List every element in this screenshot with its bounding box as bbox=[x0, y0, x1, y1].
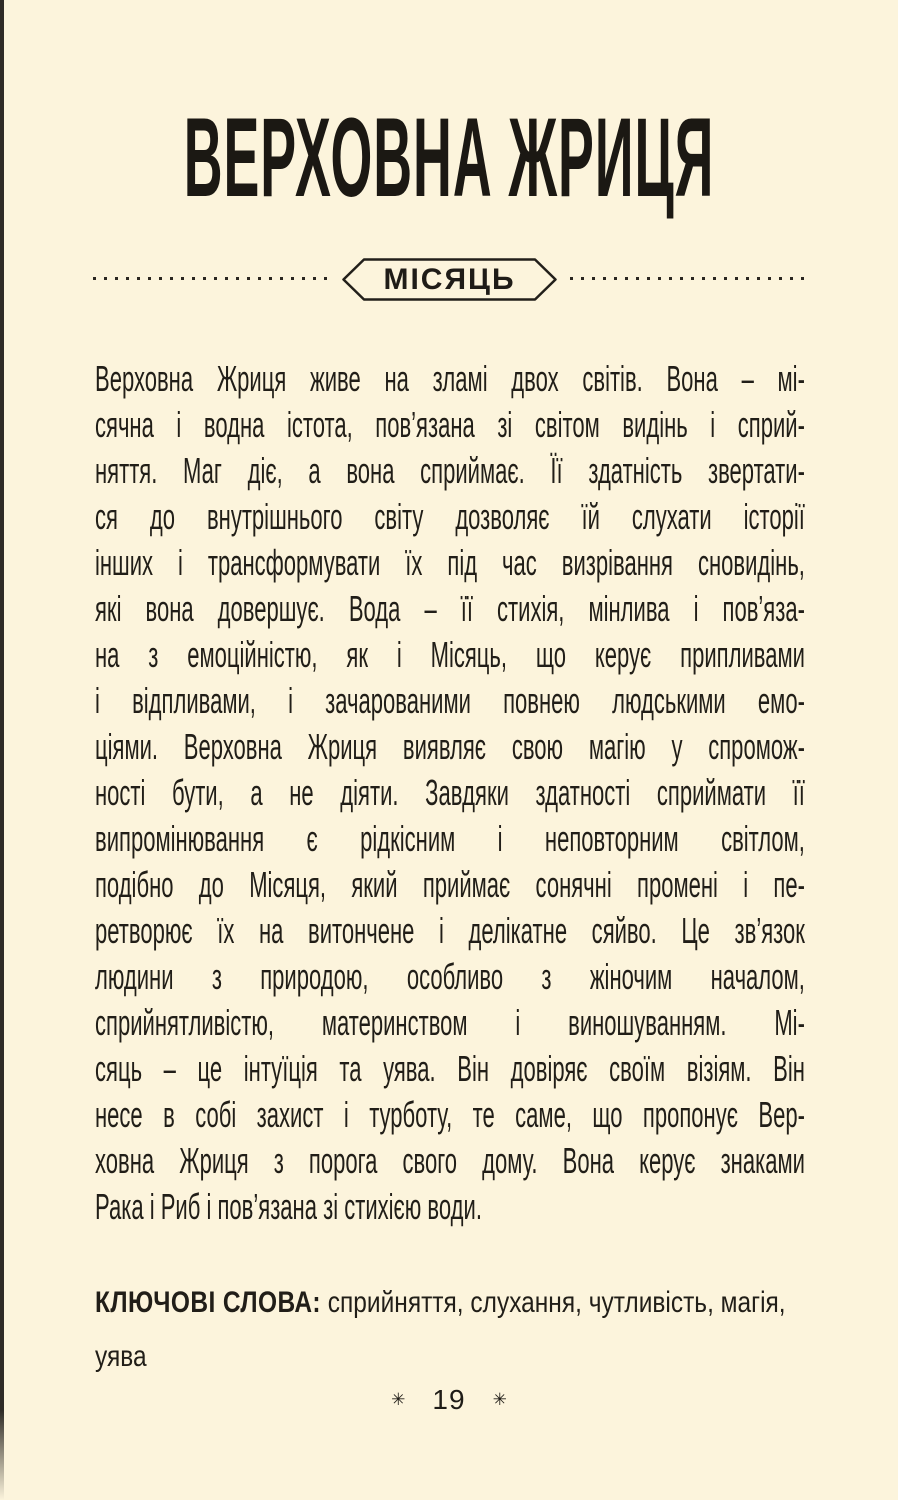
body-line: сприйнятливістю, материнством і виношуванням. Мі- bbox=[95, 1002, 805, 1043]
body-line: ціями. Верховна Жриця виявляє свою магію у спромож- bbox=[95, 726, 805, 767]
body-line: ності бути, а не діяти. Завдяки здатності сприймати її bbox=[95, 772, 805, 813]
keywords-text: сприйняття, слухання, чутливість, магія, уява bbox=[95, 1286, 786, 1373]
body-line: сячна і водна істота, пов’язана зі світом видінь і сприй- bbox=[95, 404, 805, 445]
keywords-label: КЛЮЧОВІ СЛОВА: bbox=[95, 1286, 321, 1319]
body-line: інших і трансформувати їх під час визрівання сновидінь, bbox=[95, 542, 805, 583]
body-line: випромінювання є рідкісним і неповторним світлом, bbox=[95, 818, 805, 859]
subtitle-badge-label: МІСЯЦЬ bbox=[383, 263, 516, 296]
dotted-rule-left bbox=[93, 277, 330, 280]
body-line: Рака і Риб і пов’язана зі стихією води. bbox=[95, 1186, 482, 1227]
body-line: сяць – це інтуїція та уява. Він довіряє своїм візіям. Він bbox=[95, 1048, 805, 1089]
body-line: ретворює їх на витончене і делікатне сяйво. Це зв’язок bbox=[95, 910, 805, 951]
body-line: несе в собі захист і турботу, те саме, що пропонує Вер- bbox=[95, 1094, 805, 1135]
dotted-rule-right bbox=[570, 277, 807, 280]
page-footer bbox=[0, 1384, 898, 1416]
subtitle-badge bbox=[342, 258, 557, 301]
body-text bbox=[95, 356, 805, 1230]
body-line: і відпливами, і зачарованими повнею людськими емо- bbox=[95, 680, 805, 721]
body-line: подібно до Місяця, який приймає сонячні промені і пе- bbox=[95, 864, 805, 905]
body-line: на з емоційністю, як і Місяць, що керує припливами bbox=[95, 634, 805, 675]
page-spine-edge bbox=[0, 0, 4, 1500]
body-line: Верховна Жриця живе на зламі двох світів. Вона – мі- bbox=[95, 358, 805, 399]
body-line: людини з природою, особливо з жіночим началом, bbox=[95, 956, 805, 997]
asterisk-ornament-left: ✳ bbox=[391, 1390, 406, 1410]
asterisk-ornament-right: ✳ bbox=[492, 1390, 507, 1410]
chapter-title: ВЕРХОВНА ЖРИЦЯ bbox=[183, 95, 715, 220]
body-line: які вона довершує. Вода – її стихія, мінлива і пов’яза- bbox=[95, 588, 805, 629]
body-line: ховна Жриця з порога свого дому. Вона керує знаками bbox=[95, 1140, 805, 1181]
page-number: 19 bbox=[432, 1384, 466, 1415]
keywords-block bbox=[95, 1276, 805, 1384]
body-line: ся до внутрішнього світу дозволяє їй слухати історії bbox=[95, 496, 805, 537]
body-line: няття. Маг діє, а вона сприймає. Її здатність звертати- bbox=[95, 450, 805, 491]
